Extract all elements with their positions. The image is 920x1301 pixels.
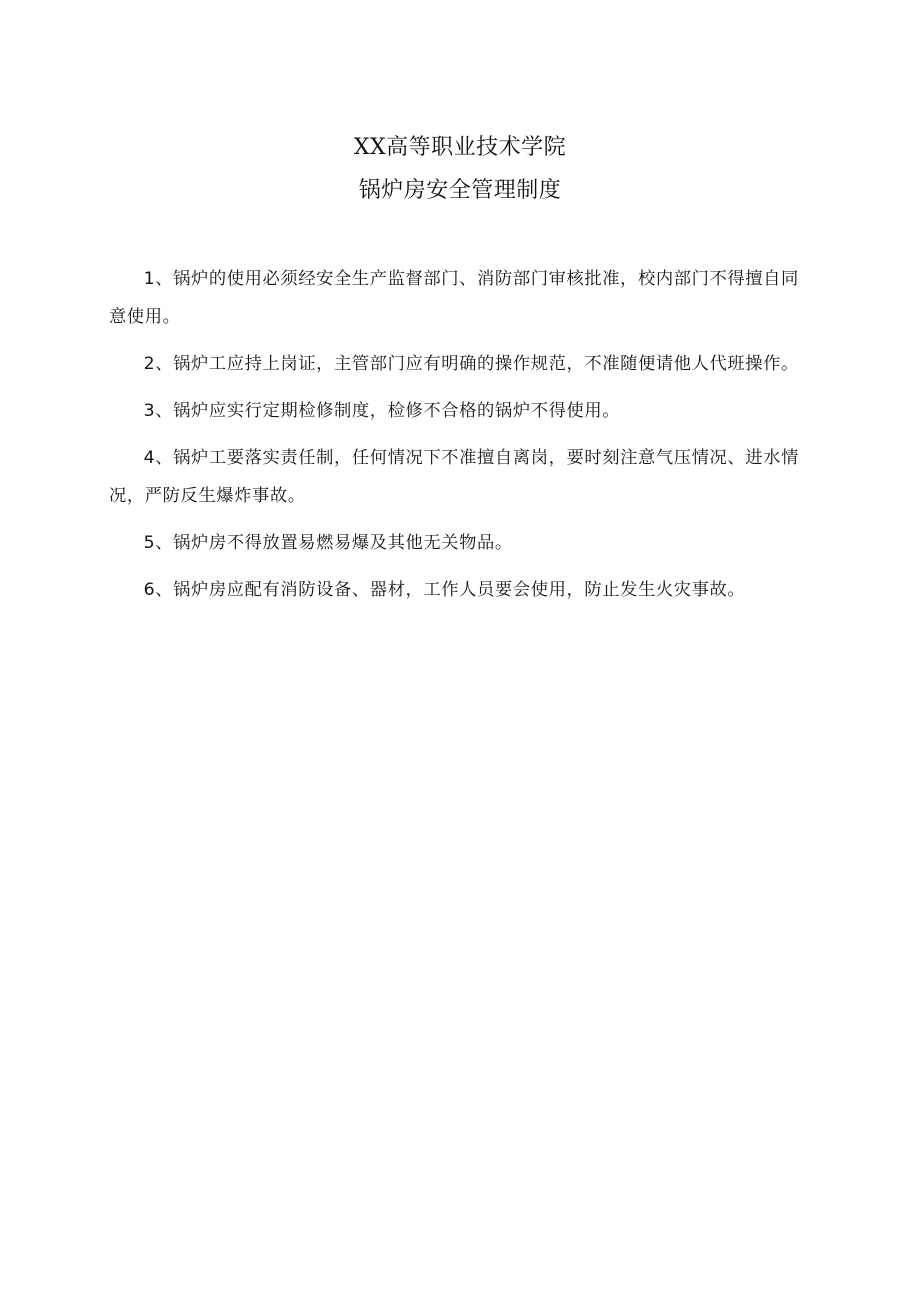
rule-paragraph-5: 5、锅炉房不得放置易燃易爆及其他无关物品。: [143, 533, 513, 553]
rule-paragraph-2: 2、锅炉工应持上岗证，主管部门应有明确的操作规范，不准随便请他人代班操作。: [143, 354, 799, 374]
document-title: [0, 126, 920, 212]
regulation-body: [109, 260, 799, 618]
regulation-title: 锅炉房安全管理制度: [358, 178, 562, 203]
institution-title: XX高等职业技术学院: [353, 135, 567, 160]
rule-paragraph-4: 4、锅炉工要落实责任制，任何情况下不准擅自离岗，要时刻注意气压情况、进水情况，严防反生爆炸事故。: [109, 448, 799, 506]
rule-paragraph-3: 3、锅炉应实行定期检修制度，检修不合格的锅炉不得使用。: [143, 401, 621, 421]
rule-paragraph-6: 6、锅炉房应配有消防设备、器材，工作人员要会使用，防止发生火灾事故。: [143, 580, 746, 600]
rule-paragraph-1: 1、锅炉的使用必须经安全生产监督部门、消防部门审核批准，校内部门不得擅自同意使用。: [109, 269, 799, 327]
